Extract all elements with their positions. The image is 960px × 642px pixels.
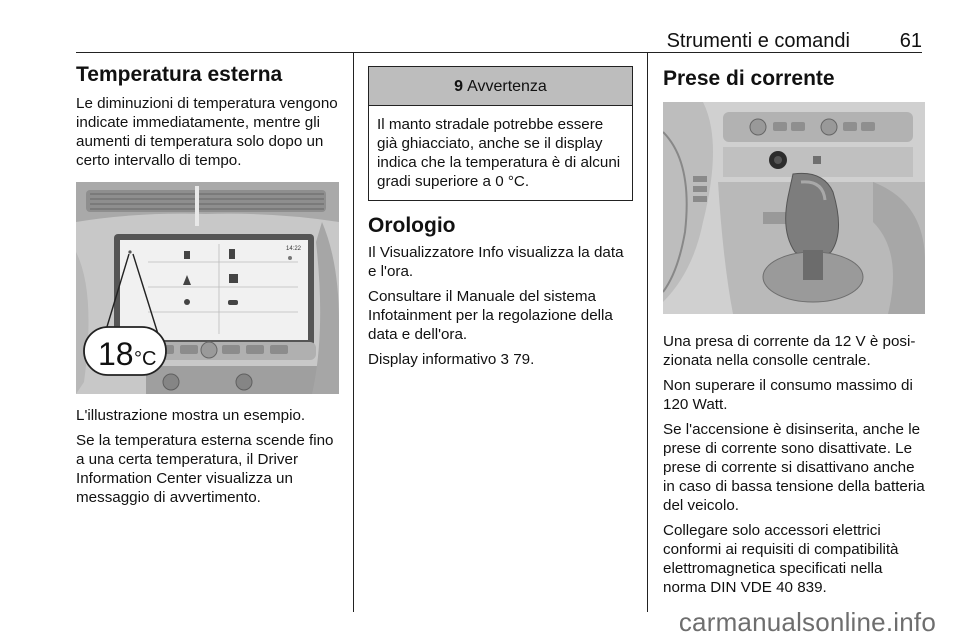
page-header xyxy=(0,0,960,52)
column-divider-1 xyxy=(353,52,354,612)
dashboard-illustration xyxy=(76,182,339,394)
figure-dashboard-display xyxy=(76,182,339,394)
paragraph: Se la temperatura esterna scende fino a una certa temperatura, il Driver Information Center visualizza un messaggio di avvertimento. xyxy=(76,432,334,506)
heading-outside-temperature: Temperatura esterna xyxy=(76,63,283,86)
screen-clock: 14:22 xyxy=(286,246,302,252)
warning-header xyxy=(369,67,632,106)
header-rule xyxy=(76,52,922,53)
page-reference-icon[interactable]: 3 xyxy=(500,351,509,368)
column-outside-temperature xyxy=(76,62,344,513)
reference-page: 79. xyxy=(508,351,535,368)
warning-text: Il manto stradale potrebbe essere già ghiacciato, anche se il display indica che la temperatura è di alcuni gradi superiore a 0 °C. xyxy=(377,116,621,190)
paragraph: Consultare il Manuale del sistema Infotainment per la regolazione della data e dell'ora. xyxy=(368,288,613,343)
paragraph: Non superare il consumo massimo di 120 Watt. xyxy=(663,377,913,413)
figure-caption: L'illustrazione mostra un esempio. xyxy=(76,407,306,424)
paragraph: Le diminuzioni di temperatura vengono indicate immediatamente, mentre gli aumenti di temperatura solo dopo un certo intervallo di tempo. xyxy=(76,95,338,169)
page-number: 61 xyxy=(899,30,922,52)
paragraph: Il Visualizzatore Info visualizza la data e l'ora. xyxy=(368,244,624,280)
console-illustration xyxy=(663,102,925,314)
figure-center-console xyxy=(663,102,925,314)
section-title: Strumenti e comandi xyxy=(666,30,850,52)
paragraph-reference xyxy=(368,350,634,369)
warning-box xyxy=(368,66,633,201)
heading-clock: Orologio xyxy=(368,214,456,237)
warning-title: Avvertenza xyxy=(467,77,547,95)
watermark: carmanualsonline.info xyxy=(678,607,936,637)
paragraph: Se l'accensione è disinserita, anche le prese di corrente sono disattivate. Le prese di corrente si disattivano anche in caso di bassa tensione della batteria del veicolo. xyxy=(663,421,925,514)
callout-temperature-value: 18 xyxy=(98,336,134,372)
paragraph: Collegare solo accessori elettrici conformi ai requisiti di compatibilità elettromagnetica specificati nella norma DIN VDE 40 839. xyxy=(663,522,899,596)
reference-text: Display informativo xyxy=(368,351,501,368)
column-warning-clock xyxy=(368,62,634,375)
column-power-outlets xyxy=(663,62,925,603)
paragraph: Una presa di corrente da 12 V è posi- zionata nella consolle centrale. xyxy=(663,333,916,369)
heading-power-outlets: Prese di corrente xyxy=(663,67,835,90)
column-divider-2 xyxy=(647,52,648,612)
callout-temperature-unit: °C xyxy=(134,348,157,370)
warning-icon: 9 xyxy=(454,77,464,95)
